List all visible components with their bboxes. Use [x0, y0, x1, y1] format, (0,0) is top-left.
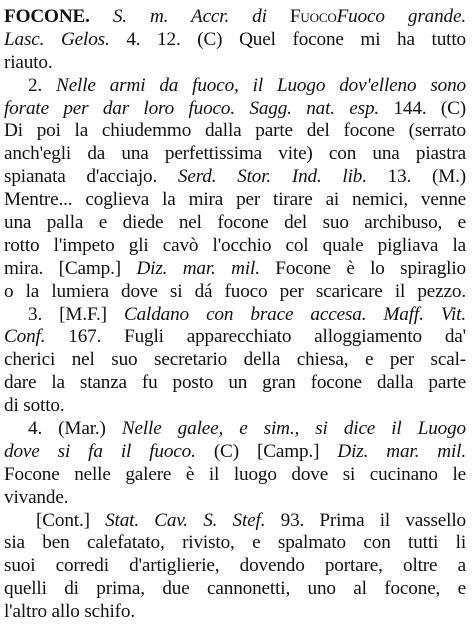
entry-line-4 [4, 75, 466, 98]
citation-marker: (C) [197, 28, 223, 50]
citation-text: di sotto. [4, 395, 65, 417]
citation-number: 144. [393, 97, 427, 119]
entry-line-16 [4, 349, 466, 372]
entry-line-23 [4, 510, 466, 533]
citation-text: cherici nel suo secretario della chiesa, e per scal- [4, 349, 466, 371]
sense-number: 4. (Mar.) [28, 418, 106, 440]
entry-line-27 [4, 601, 466, 624]
definition-1: Fuoco grande. [336, 6, 466, 27]
citation-text: Mentre... coglieva la mira per tirare ai nemici, venne [4, 189, 466, 211]
entry-line-26 [4, 578, 466, 601]
citation-text: 167. Fugli apparecchiato alloggiamento da' [68, 326, 466, 348]
entry-line-10 [4, 212, 466, 235]
citation-text: 93. Prima il vassello [280, 509, 466, 531]
citation-number: 13. [387, 166, 412, 188]
entry-line-9 [4, 189, 466, 212]
definition-3: Caldano con brace accesa. Maff. Vit. [123, 303, 466, 325]
citation-text: o la lumiera dove si dá fuoco per scaricare il pezzo. [4, 280, 466, 302]
entry-line-17 [4, 372, 466, 395]
definition-4: Nelle galee, e sim., si dice il Luogo [121, 418, 466, 440]
citation-text: Focone è lo spiraglio [275, 257, 466, 279]
citation-marker: [Cont.] [36, 509, 90, 531]
entry-line-25 [4, 555, 466, 578]
headword: FOCONE. [4, 6, 90, 27]
citation-text: mira. [Camp.] [4, 257, 121, 279]
entry-line-2 [4, 29, 466, 52]
sense-number: 2. [28, 74, 43, 96]
citation-text: riauto. [4, 51, 53, 73]
entry-line-12 [4, 258, 466, 281]
citation-text: l'altro allo schifo. [4, 601, 136, 623]
citation-source: Serd. Stor. Ind. lib. [177, 166, 367, 188]
entry-line-6 [4, 120, 466, 143]
entry-line-14 [4, 304, 466, 327]
entry-line-8 [4, 166, 466, 189]
entry-line-11 [4, 235, 466, 258]
citation-text: vivande. [4, 486, 69, 508]
citation-text: sia ben calefatato, rivisto, e spalmato con tutti li [4, 532, 466, 554]
definition-2-cont: forate per dar loro fuoco. Sagg. nat. esp. [4, 97, 380, 119]
definition-2: Nelle armi da fuoco, il Luogo dov'elleno sono [56, 74, 466, 96]
entry-line-3 [4, 52, 466, 75]
entry-line-20 [4, 441, 466, 464]
citation-source: Diz. mar. mil. [136, 257, 260, 279]
citation-text: una palla e diede nel focone del suo archibuso, e [4, 212, 466, 234]
sense-number: 3. [M.F.] [28, 303, 107, 325]
entry-line-5 [4, 98, 466, 121]
entry-line-7 [4, 143, 466, 166]
citation-text: suoi corredi d'artiglierie, dovendo portare, oltre a [4, 555, 466, 577]
entry-line-21 [4, 464, 466, 487]
grammar-note: S. m. Accr. di [112, 6, 267, 27]
citation-text: Quel focone mi ha tutto [239, 28, 466, 50]
citation-source: Stat. Cav. S. Stef. [105, 509, 266, 531]
citation-source: Diz. mar. mil. [337, 440, 466, 462]
definition-4-cont: dove si fa il fuoco. [4, 440, 196, 462]
citation-text: rotto l'impeto gli cavò l'occhio col quale pigliava la [4, 234, 466, 256]
cross-reference: Fuoco [289, 6, 337, 27]
entry-line-22 [4, 487, 466, 510]
citation-marker: (C) [440, 97, 466, 119]
citation-text: anch'egli da una perfettissima vite) con una piastra [4, 143, 466, 165]
citation-source: Lasc. Gelos. [4, 28, 110, 50]
citation-text: spianata d'acciajo. [4, 166, 158, 188]
entry-line-13 [4, 281, 466, 304]
citation-text: quelli di prima, due cannonetti, uno al focone, e [4, 578, 466, 600]
citation-text: Di poi la chiudemmo dalla parte del focone (serrato [4, 120, 466, 142]
citation-source: Conf. [4, 326, 46, 348]
entry-line-19 [4, 418, 466, 441]
entry-line-24 [4, 532, 466, 555]
entry-line-15 [4, 326, 466, 349]
citation-marker: (C) [Camp.] [213, 440, 320, 462]
citation-text: dare la stanza fu posto un gran focone dalla parte [4, 372, 466, 394]
entry-line-18 [4, 395, 466, 418]
entry-line-1 [4, 6, 466, 29]
citation-marker: (M.) [431, 166, 466, 188]
citation-number: 4. 12. [126, 28, 181, 50]
citation-text: Focone nelle galere è il luogo dove si cucinano le [4, 463, 466, 485]
